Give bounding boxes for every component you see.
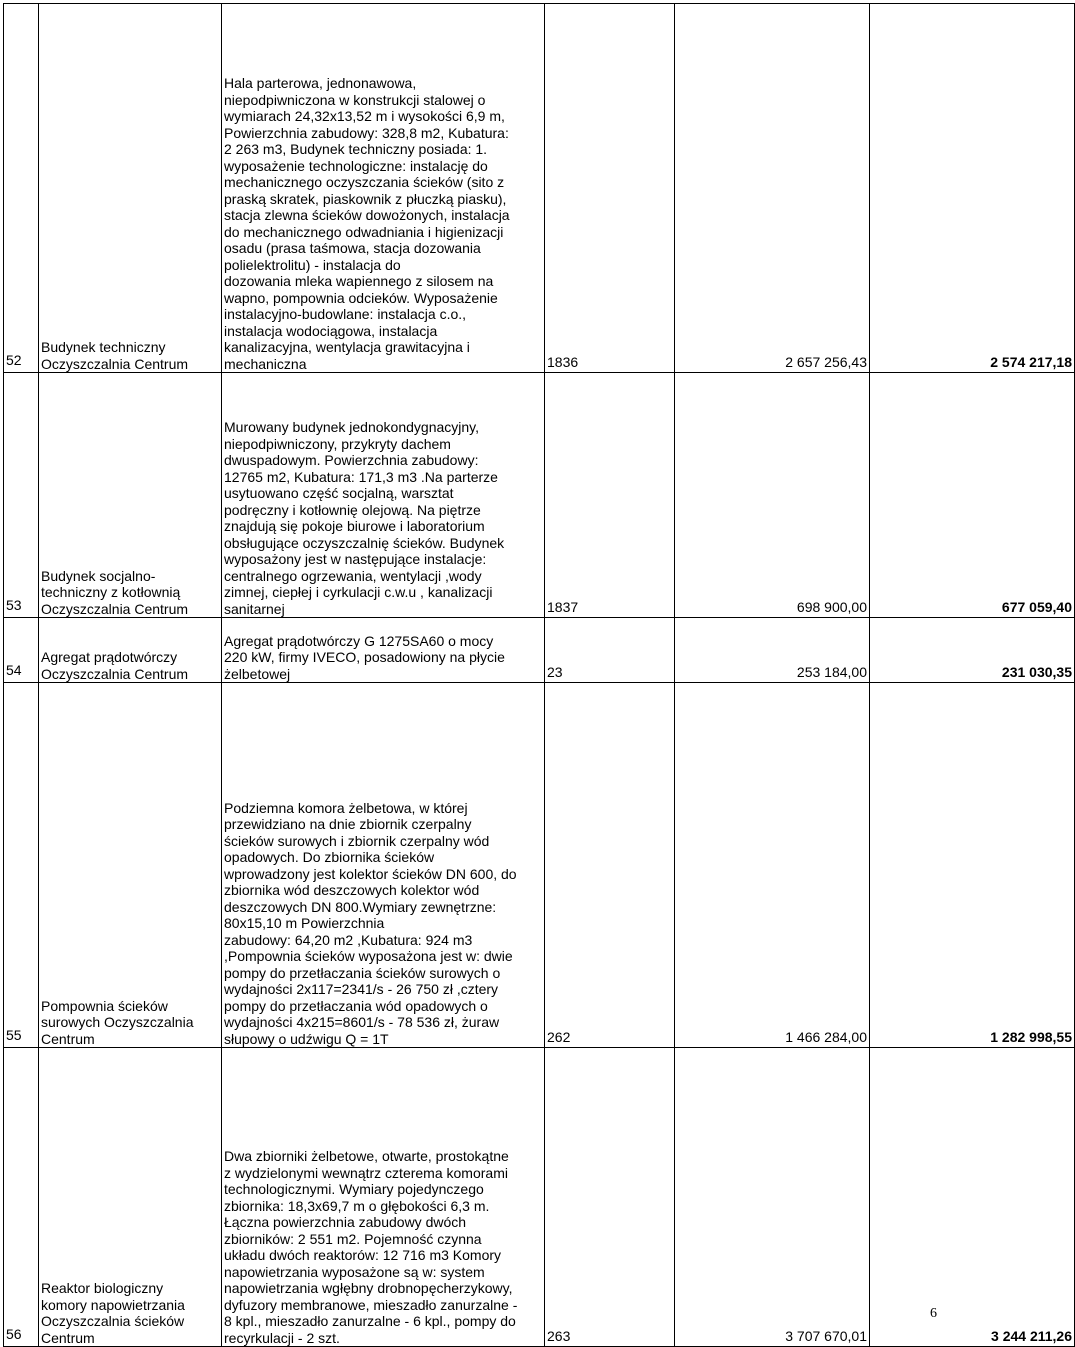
asset-net-value: 677 059,40 (870, 373, 1075, 618)
asset-name: Budynek socjalno- techniczny z kotłownią Oczyszczalnia Centrum (39, 373, 222, 618)
row-number: 55 (4, 683, 39, 1048)
asset-area: 262 (545, 683, 675, 1048)
row-number: 54 (4, 618, 39, 683)
row-number: 53 (4, 373, 39, 618)
row-number: 52 (4, 4, 39, 373)
asset-initial-value: 2 657 256,43 (675, 4, 870, 373)
asset-name: Pompownia ścieków surowych Oczyszczalnia Centrum (39, 683, 222, 1048)
table-row (4, 373, 1075, 618)
table-row (4, 1048, 1075, 1347)
asset-initial-value: 253 184,00 (675, 618, 870, 683)
asset-area: 1837 (545, 373, 675, 618)
asset-name: Reaktor biologiczny komory napowietrzania Oczyszczalnia ścieków Centrum (39, 1048, 222, 1347)
asset-area: 23 (545, 618, 675, 683)
page-number: 6 (930, 1306, 937, 1321)
asset-description: Hala parterowa, jednonawowa, niepodpiwniczona w konstrukcji stalowej o wymiarach 24,32x13,52 m i wysokości 6,9 m, Powierzchnia zabudowy: 328,8 m2, Kubatura: 2 263 m3, Budynek techniczny posiada: 1. wyposażenie technologiczne: instalację do mechanicznego oczyszczania ścieków (sito z praską skratek, piaskownik z płuczką piasku), stacja zlewna ścieków dowożonych, instalacja do mechanicznego odwadniania i higienizacji osadu (prasa taśmowa, stacja dozowania polielektrolitu) - instalacja do dozowania mleka wapiennego z silosem na wapno, pompownia odcieków. Wyposażenie instalacyjno-budowlane: instalacja c.o., instalacja wodociągowa, instalacja kanalizacyjna, wentylacja grawitacyjna i mechaniczna (222, 4, 545, 373)
asset-description: Dwa zbiorniki żelbetowe, otwarte, prostokątne z wydzielonymi wewnątrz czterema komorami technologicznymi. Wymiary pojedynczego zbiornika: 18,3x69,7 m o głębokości 6,3 m. Łączna powierzchnia zabudowy dwóch zbiorników: 2 551 m2. Pojemność czynna układu dwóch reaktorów: 12 716 m3 Komory napowietrzania wyposażone są w: system napowietrzania wgłębny drobnopęcherzykowy, dyfuzory membranowe, mieszadło zanurzalne - 8 kpl., mieszadło zanurzalne - 6 kpl., pompy do recyrkulacji - 2 szt. (222, 1048, 545, 1347)
table-row (4, 683, 1075, 1048)
table-row (4, 618, 1075, 683)
asset-net-value: 231 030,35 (870, 618, 1075, 683)
asset-description: Agregat prądotwórczy G 1275SA60 o mocy 220 kW, firmy IVECO, posadowiony na płycie żelbetowej (222, 618, 545, 683)
asset-initial-value: 698 900,00 (675, 373, 870, 618)
row-number: 56 (4, 1048, 39, 1347)
asset-net-value: 1 282 998,55 (870, 683, 1075, 1048)
asset-area: 1836 (545, 4, 675, 373)
asset-net-value: 2 574 217,18 (870, 4, 1075, 373)
asset-name: Budynek techniczny Oczyszczalnia Centrum (39, 4, 222, 373)
asset-name: Agregat prądotwórczy Oczyszczalnia Centrum (39, 618, 222, 683)
asset-initial-value: 1 466 284,00 (675, 683, 870, 1048)
asset-table (3, 3, 1075, 1347)
asset-area: 263 (545, 1048, 675, 1347)
asset-net-value: 3 244 211,26 (870, 1048, 1075, 1347)
asset-description: Murowany budynek jednokondygnacyjny, niepodpiwniczony, przykryty dachem dwuspadowym. Powierzchnia zabudowy: 12765 m2, Kubatura: 171,3 m3 .Na parterze usytuowano część socjalną, warsztat podręczny i kotłownię olejową. Na piętrze znajdują się pokoje biurowe i laboratorium obsługujące oczyszczalnię ścieków. Budynek wyposażony jest w następujące instalacje: centralnego ogrzewania, wentylacji ,wody zimnej, ciepłej i cyrkulacji c.w.u , kanalizacji sanitarnej (222, 373, 545, 618)
asset-initial-value: 3 707 670,01 (675, 1048, 870, 1347)
table-row (4, 4, 1075, 373)
asset-description: Podziemna komora żelbetowa, w której przewidziano na dnie zbiornik czerpalny ścieków surowych i zbiornik czerpalny wód opadowych. Do zbiornika ścieków wprowadzony jest kolektor ścieków DN 600, do zbiornika wód deszczowych kolektor wód deszczowych DN 800.Wymiary zewnętrzne: 80x15,10 m Powierzchnia zabudowy: 64,20 m2 ,Kubatura: 924 m3 ,Pompownia ścieków wyposażona jest w: dwie pompy do przetłaczania ścieków surowych o wydajności 2x117=2341/s - 26 750 zł ,cztery pompy do przetłaczania wód opadowych o wydajności 4x215=8601/s - 78 536 zł, żuraw słupowy o udźwigu Q = 1T (222, 683, 545, 1048)
